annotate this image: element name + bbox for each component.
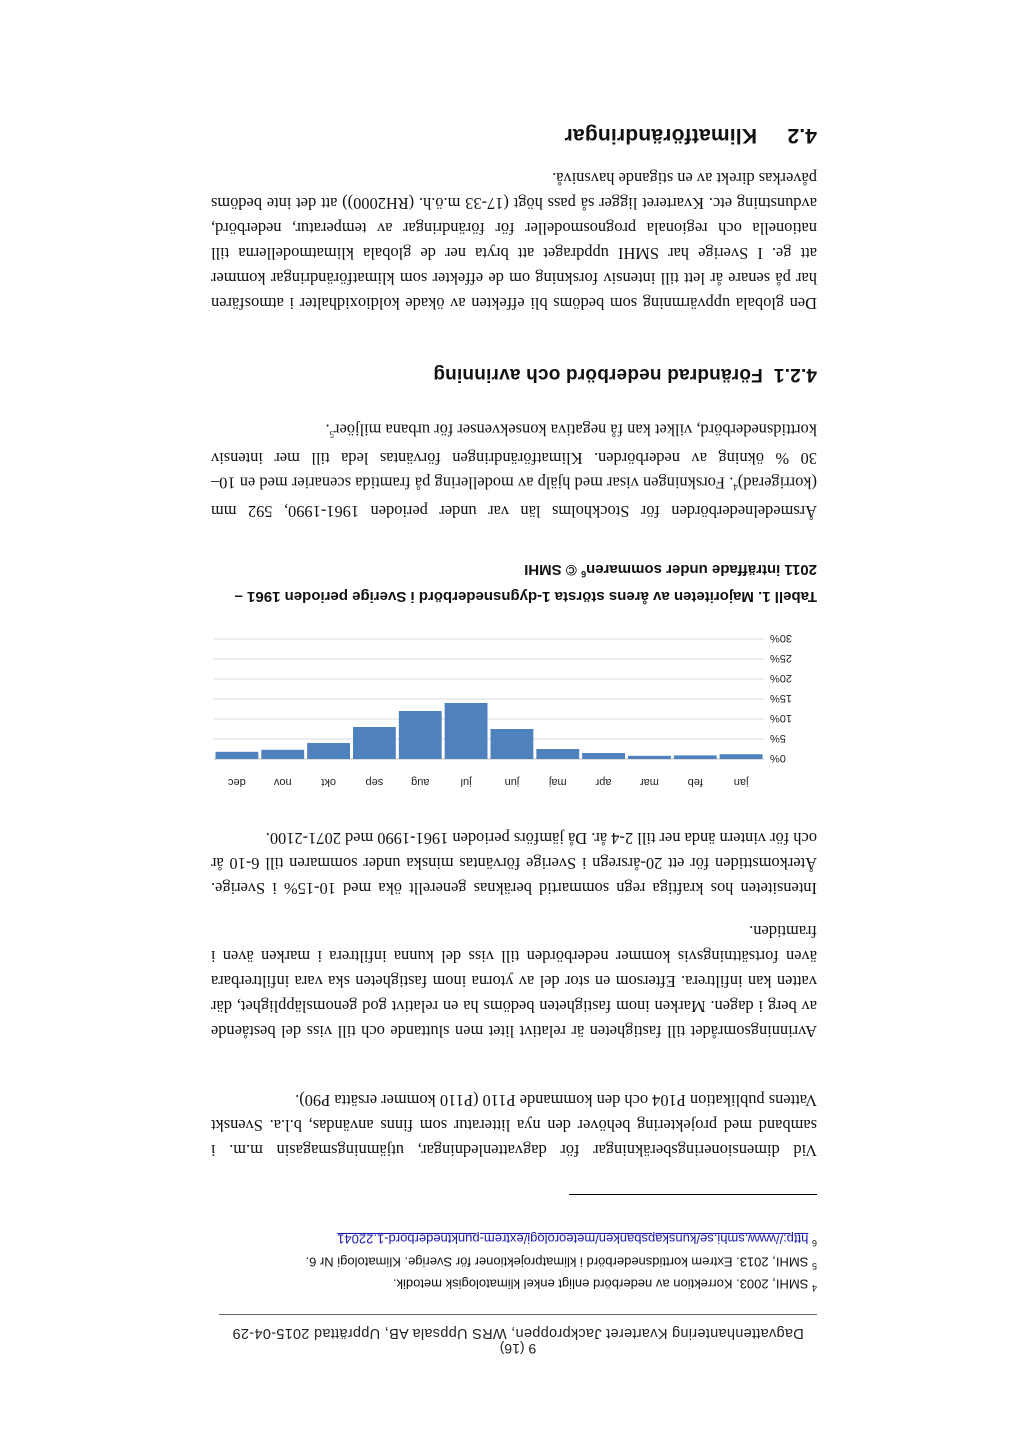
y-tick-label: 10% (770, 712, 793, 724)
caption-copyright: © SMHI (524, 561, 582, 578)
footnote-ref-6[interactable]: 6 (581, 569, 587, 579)
footnote-rule (569, 1194, 817, 1195)
footnote-5-text: SMHI, 2013. Extrem korttidsnederbörd i klimatprojektioner för Sverige. Klimatologi Nr 6. (305, 1254, 809, 1270)
bar-okt (307, 743, 350, 759)
x-tick-label-aug: aug (411, 776, 430, 788)
intensity-paragraph: Intensiteten hos kraftiga regn sommartid beräknas generellt öka med 10-15% i Sverige. Återkomsttiden för ett 20-årsregn i Sverige förväntas minska under sommaren till 6-10 år och för vintern ända ner till 2-4 år. Då jämförs perioden 1961-1990 med 2071-2100. (211, 829, 817, 898)
footnotes (211, 1230, 817, 1297)
precip-text-2: . Forskningen visar med hjälp av modellering på framtida scenarier med en 10–30 % ökning av nederbörden. Klimatförändringen förväntas leda till mer intensiv korttidsnederbörd, vilket kan få negativa konsekvenser för urbana miljöer (211, 420, 817, 493)
footnote-ref-4[interactable]: 4 (733, 482, 738, 492)
bar-nov (261, 750, 304, 759)
bar-maj (536, 749, 579, 759)
footnote-6-number: 6 (811, 1238, 817, 1249)
chart-y-tick-labels (770, 632, 792, 764)
bar-jun (491, 729, 534, 759)
x-tick-label-maj: maj (548, 776, 567, 788)
table-caption (211, 558, 817, 607)
footnote-6 (211, 1230, 817, 1252)
footnote-6-link[interactable]: http://www.smhi.se/kunskapsbanken/meteorologi/extrem-punktnederbord-1.22041 (337, 1232, 809, 1248)
section-heading-4-2-1: 4.2.1 Förändrad nederbörd och avrinning (433, 364, 817, 385)
bar-feb (674, 755, 717, 759)
y-tick-label: 30% (770, 632, 793, 644)
page-header (219, 1314, 817, 1369)
x-tick-label-jun: jun (504, 776, 520, 788)
footnote-ref-5[interactable]: 5 (329, 428, 335, 439)
y-tick-label: 15% (770, 692, 793, 704)
bar-dec (216, 752, 259, 759)
y-tick-label: 20% (770, 672, 793, 684)
x-tick-label-jul: jul (460, 776, 472, 788)
bar-jul (445, 703, 488, 759)
chart-x-tick-labels (228, 776, 750, 788)
x-tick-label-jan: jan (733, 776, 749, 788)
section-heading-4-2: 4.2 Klimatförändringar (564, 124, 817, 147)
bar-aug (399, 711, 442, 759)
chart-bars (216, 703, 763, 759)
x-tick-label-apr: apr (595, 776, 612, 788)
header-rule (219, 1314, 817, 1315)
running-head: Dagvattenhantering Kvarteret Jackproppen, WRS Uppsala AB, Upprättad 2015-04-29 (232, 1325, 804, 1341)
footnote-5 (211, 1252, 817, 1274)
footnote-4-number: 4 (811, 1283, 817, 1293)
precip-text-1: Årsmedelnederbörden för Stockholms län var under perioden 1961-1990, 592 mm (korrigerad) (211, 473, 817, 521)
y-tick-label: 25% (770, 652, 793, 664)
y-tick-label: 5% (770, 732, 786, 744)
dimensioning-paragraph: Vid dimensioneringsberäkningar för dagvattenledningar, utjämningsmagasin m.m. i samband med projektering behöver den nya litteratur som finns användas, b.l.a. Svenskt Vattens publikation P104 och den kommande P110 (P110 kommer ersätta P90). (211, 1091, 817, 1160)
precip-text-3: . (325, 420, 330, 440)
bar-apr (582, 753, 625, 759)
x-tick-label-mar: mar (639, 776, 659, 788)
caption-text: Tabell 1. Majoriteten av årens största 1-dygnsnederbörd i Sverige perioden 1961 – 2011 inträffade under sommaren (234, 561, 817, 605)
page-number: 9 (16) (499, 1341, 537, 1357)
precipitation-paragraph (211, 417, 817, 524)
footnote-4 (211, 1275, 817, 1297)
bar-mar (628, 756, 671, 759)
bar-sep (353, 727, 396, 759)
x-tick-label-okt: okt (321, 776, 336, 788)
footnote-4-text: SMHI, 2003. Korrektion av nederbörd enligt enkel klimatologisk metodik. (392, 1276, 809, 1292)
climate-paragraph: Den globala uppvärmning som bedöms bli effekten av ökade koldioxidhalter i atmosfären har på senare år lett till intensiv forskning om de effekter som klimatförändringar kommer att ge. I Sverige har SMHI uppdraget att bryta ner de globala klimatmodellerna till nationella och regionala prognosmodeller för förändringar av temperatur, nederbörd, avdunstning etc. Kvarteret ligger så pass högt (17-33 m.ö.h. (RH2000)) att det inte bedöms påverkas direkt av en stigande havsnivå. (211, 169, 817, 313)
monthly-maxima-chart (205, 621, 811, 797)
bar-jan (720, 754, 763, 759)
footnote-5-number: 5 (811, 1260, 817, 1271)
runoff-paragraph: Avrinningsområdet till fastigheten är relativt litet men sluttande och till viss del bestående av berg i dagen. Marken inom fastigheten bedöms ha en relativt god genomsläpplighet, där vatten kan infiltrera. Eftersom en stor del av ytorna inom fastigheten ska vara infiltrerbara även fortsättningsvis kommer nederbörden till viss del kunna infiltrera i marken även i framtiden. (211, 922, 817, 1041)
y-tick-label: 0% (770, 752, 786, 764)
x-tick-label-feb: feb (687, 776, 703, 788)
x-tick-label-dec: dec (228, 776, 246, 788)
chart-grid (214, 639, 764, 759)
x-tick-label-sep: sep (365, 776, 384, 788)
x-tick-label-nov: nov (273, 776, 292, 788)
